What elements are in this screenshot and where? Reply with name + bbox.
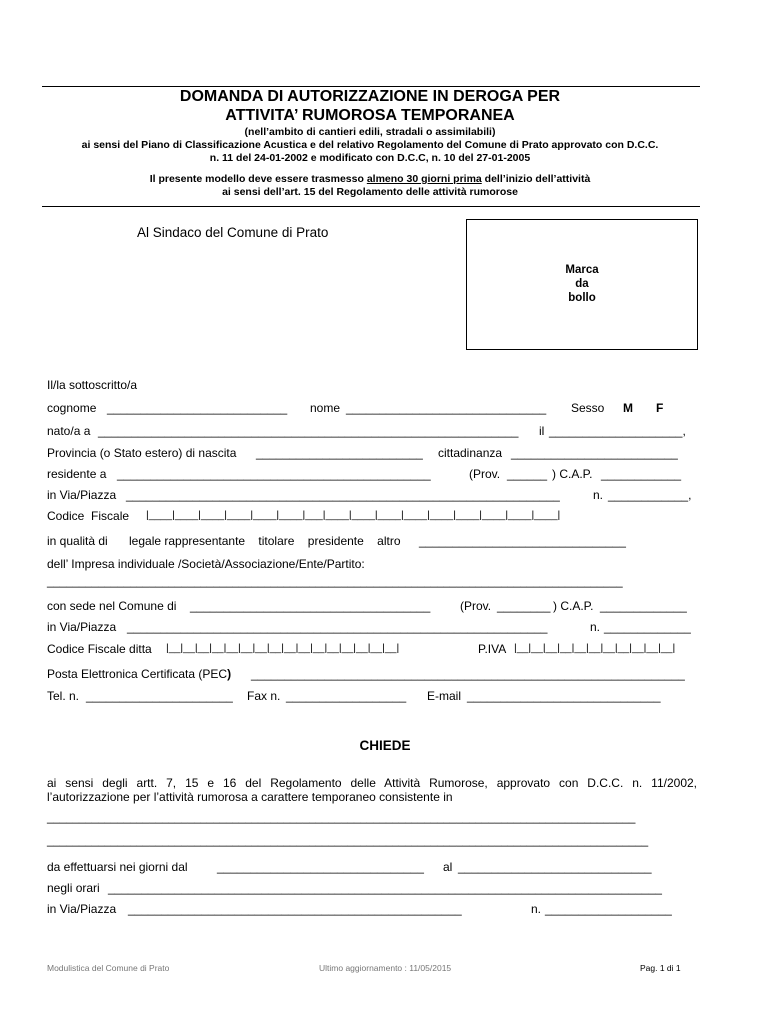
orari-label: negli orari xyxy=(47,881,100,895)
piva-label: P.IVA xyxy=(478,642,507,656)
sede-prov-label: (Prov. xyxy=(460,599,492,613)
qualita-label: in qualità di xyxy=(47,534,108,548)
sesso-label: Sesso xyxy=(571,401,605,415)
residente-cap-label: ) C.A.P. xyxy=(552,467,593,481)
civico-field[interactable]: ____________, xyxy=(608,488,692,502)
chiede-text-line2: l’autorizzazione per l’attività rumorosa a carattere temporaneo consistente in xyxy=(47,790,453,804)
sede-civico-label: n. xyxy=(590,620,601,634)
residente-field[interactable]: _______________________________________________ xyxy=(117,467,431,481)
attivita-civico-field[interactable]: ___________________ xyxy=(545,902,672,916)
sede-comune-field[interactable]: ____________________________________ xyxy=(190,599,431,613)
cittadinanza-field[interactable]: _________________________ xyxy=(511,446,678,460)
revenue-stamp-box xyxy=(466,219,698,350)
sesso-f-option[interactable]: F xyxy=(656,401,664,415)
sede-prov-field[interactable]: ________ xyxy=(497,599,551,613)
footer-last-update: Ultimo aggiornamento : 11/05/2015 xyxy=(319,963,452,973)
cf-ditta-boxes[interactable]: |__|__|__|__|__|__|__|__|__|__|__|__|__|__|__|__| xyxy=(166,642,400,654)
pec-field[interactable]: _________________________________________________________________ xyxy=(251,667,685,681)
notice-pre: Il presente modello deve essere trasmesso xyxy=(149,173,367,185)
cf-ditta-label: Codice Fiscale ditta xyxy=(47,642,152,656)
footer-page-number: Pag. 1 di 1 xyxy=(640,963,681,973)
attivita-via-label: in Via/Piazza xyxy=(47,902,117,916)
cognome-label: cognome xyxy=(47,401,97,415)
qualita-options[interactable]: legale rappresentante titolare presidente altro xyxy=(129,534,401,548)
residente-label: residente a xyxy=(47,467,107,481)
chiede-text-line1: ai sensi degli artt. 7, 15 e 16 del Regolamento delle Attività Rumorose, approvato con D.C.C. n. 11/2002, xyxy=(47,776,697,790)
impresa-label: dell’ Impresa individuale /Società/Associazione/Ente/Partito: xyxy=(47,557,365,571)
sede-via-field[interactable]: _______________________________________________________________ xyxy=(127,620,548,634)
pec-label-text: Posta Elettronica Certificata (PEC xyxy=(47,667,228,681)
fax-label: Fax n. xyxy=(247,689,281,703)
document-title-line2: ATTIVITA’ RUMOROSA TEMPORANEA xyxy=(225,107,515,124)
nato-field[interactable]: _______________________________________________________________ xyxy=(98,424,519,438)
giorni-al-label: al xyxy=(443,860,453,874)
il-label: il xyxy=(539,424,545,438)
stamp-label-line2: da xyxy=(575,278,589,290)
residente-prov-label: (Prov. xyxy=(469,467,501,481)
header-bottom-rule xyxy=(42,206,700,207)
cognome-field[interactable]: ___________________________ xyxy=(107,401,288,415)
email-label: E-mail xyxy=(427,689,462,703)
data-nascita-field[interactable]: ____________________, xyxy=(549,424,686,438)
residente-cap-field[interactable]: ____________ xyxy=(601,467,682,481)
piva-boxes[interactable]: |__|__|__|__|__|__|__|__|__|__|__| xyxy=(514,642,676,654)
nato-label: nato/a a xyxy=(47,424,91,438)
applicant-intro: Il/la sottoscritto/a xyxy=(47,378,138,392)
stamp-label-line3: bollo xyxy=(568,292,596,304)
sede-cap-label: ) C.A.P. xyxy=(553,599,594,613)
impresa-field[interactable]: __________________________________________________________________________________________ xyxy=(47,576,623,588)
submission-notice xyxy=(40,173,700,185)
submission-notice-line2: ai sensi dell’art. 15 del Regolamento delle attività rumorose xyxy=(222,186,518,198)
sesso-m-option[interactable]: M xyxy=(623,401,633,415)
codice-fiscale-label: Codice Fiscale xyxy=(47,509,130,523)
pec-label xyxy=(47,667,231,681)
qualita-altro-field[interactable]: _______________________________ xyxy=(419,534,626,548)
fax-field[interactable]: __________________ xyxy=(286,689,407,703)
attivita-via-field[interactable]: __________________________________________________ xyxy=(128,902,462,916)
notice-post: dell’inizio dell’attività xyxy=(481,173,591,185)
nome-field[interactable]: ______________________________ xyxy=(346,401,547,415)
provincia-nascita-field[interactable]: _________________________ xyxy=(256,446,423,460)
giorni-al-field[interactable]: _____________________________ xyxy=(458,860,652,874)
subtitle-legal-basis: ai sensi del Piano di Classificazione Acustica e del relativo Regolamento del Comune di Prato approvato con D.C.C. xyxy=(81,139,659,151)
nome-label: nome xyxy=(310,401,341,415)
pec-paren: ) xyxy=(227,667,232,681)
sede-civico-field[interactable]: _____________ xyxy=(604,620,691,634)
tel-label: Tel. n. xyxy=(47,689,80,703)
giorni-label: da effettuarsi nei giorni dal xyxy=(47,860,188,874)
recipient: Al Sindaco del Comune di Prato xyxy=(137,225,329,240)
codice-fiscale-boxes[interactable]: |____|____|____|____|____|____|___|____|____|____|____|____|____|____|____|____| xyxy=(146,509,561,521)
notice-deadline: almeno 30 giorni prima xyxy=(366,173,482,185)
stamp-label-line1: Marca xyxy=(565,264,599,276)
chiede-heading: CHIEDE xyxy=(359,738,411,753)
provincia-nascita-label: Provincia (o Stato estero) di nascita xyxy=(47,446,237,460)
orari-field[interactable]: ___________________________________________________________________________________ xyxy=(108,881,662,895)
civico-label: n. xyxy=(593,488,604,502)
subtitle-decree-dates: n. 11 del 24-01-2002 e modificato con D.C.C, n. 10 del 27-01-2005 xyxy=(209,152,531,164)
sede-via-label: in Via/Piazza xyxy=(47,620,117,634)
via-field[interactable]: _________________________________________________________________ xyxy=(126,488,560,502)
attivita-description-field-1[interactable]: ____________________________________________________________________________________________ xyxy=(47,812,636,824)
sede-cap-field[interactable]: _____________ xyxy=(600,599,687,613)
footer-left: Modulistica del Comune di Prato xyxy=(47,963,170,973)
giorni-dal-field[interactable]: _______________________________ xyxy=(217,860,424,874)
cittadinanza-label: cittadinanza xyxy=(438,446,503,460)
top-rule xyxy=(42,86,700,87)
document-title-line1: DOMANDA DI AUTORIZZAZIONE IN DEROGA PER xyxy=(179,88,561,105)
email-field[interactable]: _____________________________ xyxy=(467,689,661,703)
via-label: in Via/Piazza xyxy=(47,488,117,502)
subtitle-scope: (nell’ambito di cantieri edili, stradali o assimilabili) xyxy=(244,126,496,138)
residente-prov-field[interactable]: ______ xyxy=(507,467,548,481)
tel-field[interactable]: ______________________ xyxy=(86,689,233,703)
attivita-civico-label: n. xyxy=(531,902,542,916)
sede-comune-label: con sede nel Comune di xyxy=(47,599,177,613)
attivita-description-field-2[interactable]: ______________________________________________________________________________________________ xyxy=(47,835,649,847)
